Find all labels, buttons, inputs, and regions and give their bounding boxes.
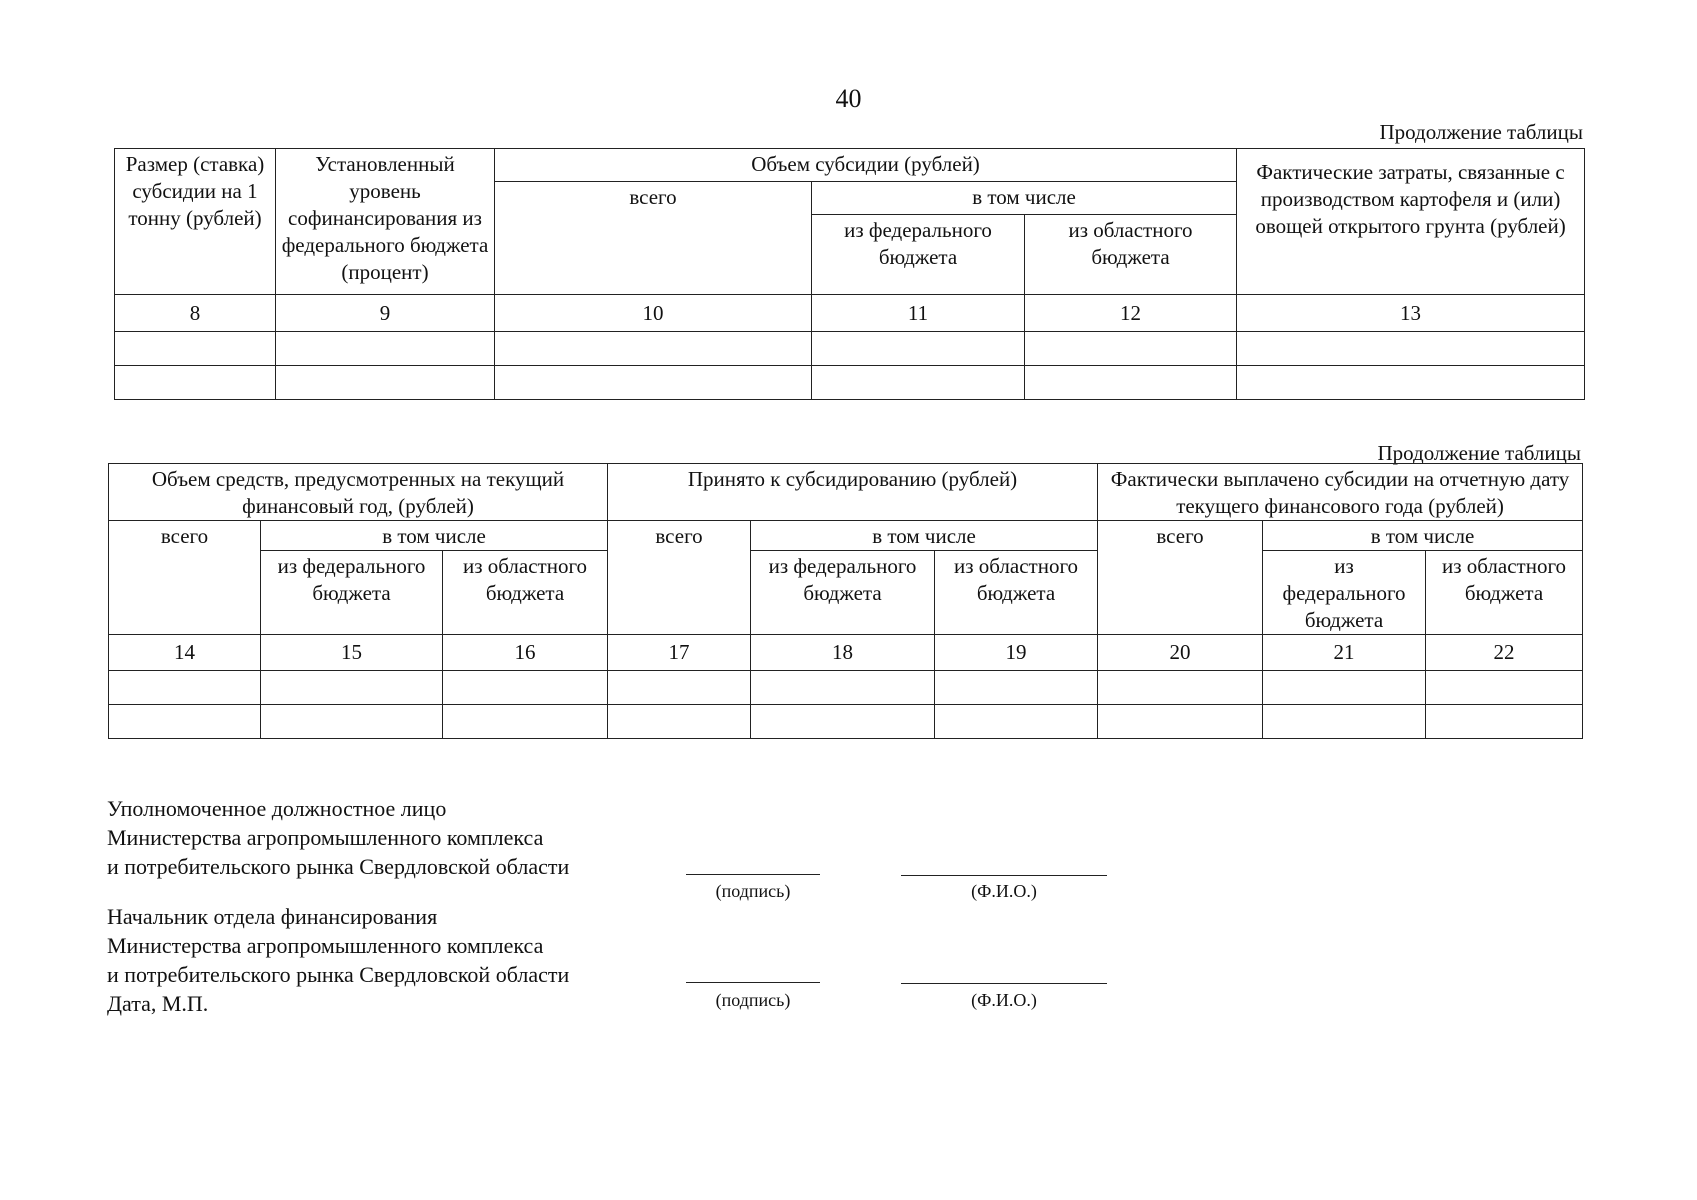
empty-cell — [1263, 705, 1426, 739]
subsidy-table-part2 — [108, 463, 1583, 739]
empty-cell — [276, 332, 495, 366]
empty-cell — [935, 671, 1098, 705]
column-number: 17 — [608, 635, 751, 671]
header-paid-regional: из областного бюджета — [1426, 551, 1583, 635]
empty-cell — [935, 705, 1098, 739]
column-number: 10 — [495, 295, 812, 332]
empty-cell — [1426, 705, 1583, 739]
empty-cell — [812, 332, 1025, 366]
empty-cell — [261, 705, 443, 739]
signature-line-2 — [686, 982, 820, 983]
empty-cell — [1025, 366, 1237, 400]
name-line-2 — [901, 983, 1107, 984]
column-number: 22 — [1426, 635, 1583, 671]
empty-cell — [276, 366, 495, 400]
header-actually-paid: Фактически выплачено субсидии на отчетную дату текущего финансового года (рублей) — [1098, 464, 1583, 521]
table1-continuation-label: Продолжение таблицы — [1379, 120, 1583, 144]
header-planned-including: в том числе — [261, 521, 608, 551]
column-number-row — [115, 295, 1585, 332]
empty-row — [115, 332, 1585, 366]
empty-cell — [109, 671, 261, 705]
empty-cell — [751, 671, 935, 705]
header-paid-total: всего — [1098, 521, 1263, 635]
header-total: всего — [495, 182, 812, 295]
column-number: 19 — [935, 635, 1098, 671]
empty-cell — [115, 332, 276, 366]
header-planned-total: всего — [109, 521, 261, 635]
official-2-line-2: Министерства агропромышленного комплекса — [107, 933, 544, 958]
column-number: 13 — [1237, 295, 1585, 332]
empty-row — [115, 366, 1585, 400]
header-paid-federal: из федерального бюджета — [1263, 551, 1426, 635]
empty-row — [109, 705, 1583, 739]
header-accepted-federal: из федерального бюджета — [751, 551, 935, 635]
official-1-line-1: Уполномоченное должностное лицо — [107, 796, 447, 821]
header-planned-funds: Объем средств, предусмотренных на текущий финансовый год, (рублей) — [109, 464, 608, 521]
column-number: 12 — [1025, 295, 1237, 332]
column-number: 8 — [115, 295, 276, 332]
empty-cell — [261, 671, 443, 705]
name-line-1 — [901, 875, 1107, 876]
empty-cell — [495, 332, 812, 366]
table2-continuation-label: Продолжение таблицы — [1377, 441, 1581, 465]
official-1-line-3: и потребительского рынка Свердловской области — [107, 854, 570, 879]
signature-line-1 — [686, 874, 820, 875]
signature-caption-2: (подпись) — [715, 990, 791, 1010]
date-stamp-label: Дата, М.П. — [107, 991, 209, 1016]
empty-cell — [443, 705, 608, 739]
header-accepted-including: в том числе — [751, 521, 1098, 551]
header-cofinancing-level: Установленный уровень софинансирования из федерального бюджета (процент) — [276, 149, 495, 295]
empty-cell — [812, 366, 1025, 400]
empty-cell — [443, 671, 608, 705]
page-number: 40 — [835, 84, 862, 113]
column-number: 20 — [1098, 635, 1263, 671]
empty-cell — [1025, 332, 1237, 366]
header-accepted-regional: из областного бюджета — [935, 551, 1098, 635]
column-number: 18 — [751, 635, 935, 671]
empty-cell — [1237, 366, 1585, 400]
empty-cell — [751, 705, 935, 739]
header-regional-budget: из областного бюджета — [1025, 215, 1237, 295]
name-caption-2: (Ф.И.О.) — [971, 990, 1037, 1010]
empty-cell — [115, 366, 276, 400]
empty-cell — [608, 671, 751, 705]
empty-row — [109, 671, 1583, 705]
empty-cell — [1098, 705, 1263, 739]
signature-caption-1: (подпись) — [715, 881, 791, 901]
empty-cell — [1237, 332, 1585, 366]
empty-cell — [1098, 671, 1263, 705]
official-1-title — [107, 794, 569, 881]
header-actual-costs: Фактические затраты, связанные с производством картофеля и (или) овощей открытого грунта (рублей) — [1237, 149, 1585, 295]
header-including: в том числе — [812, 182, 1237, 215]
header-federal-budget: из федерального бюджета — [812, 215, 1025, 295]
column-number: 11 — [812, 295, 1025, 332]
empty-cell — [109, 705, 261, 739]
official-1-line-2: Министерства агропромышленного комплекса — [107, 825, 544, 850]
empty-cell — [608, 705, 751, 739]
empty-cell — [1426, 671, 1583, 705]
column-number: 21 — [1263, 635, 1426, 671]
official-2-line-1: Начальник отдела финансирования — [107, 904, 438, 929]
header-subsidy-volume: Объем субсидии (рублей) — [495, 149, 1237, 182]
header-subsidy-rate: Размер (ставка) субсидии на 1 тонну (рублей) — [115, 149, 276, 295]
header-planned-federal: из федерального бюджета — [261, 551, 443, 635]
header-accepted-for-subsidy: Принято к субсидированию (рублей) — [608, 464, 1098, 521]
official-2-line-3: и потребительского рынка Свердловской области — [107, 962, 570, 987]
header-accepted-total: всего — [608, 521, 751, 635]
column-number: 9 — [276, 295, 495, 332]
column-number: 15 — [261, 635, 443, 671]
column-number: 14 — [109, 635, 261, 671]
subsidy-table-part1 — [114, 148, 1585, 400]
column-number: 16 — [443, 635, 608, 671]
official-2-title — [107, 902, 569, 1018]
empty-cell — [495, 366, 812, 400]
empty-cell — [1263, 671, 1426, 705]
header-planned-regional: из областного бюджета — [443, 551, 608, 635]
header-paid-including: в том числе — [1263, 521, 1583, 551]
column-number-row — [109, 635, 1583, 671]
name-caption-1: (Ф.И.О.) — [971, 881, 1037, 901]
